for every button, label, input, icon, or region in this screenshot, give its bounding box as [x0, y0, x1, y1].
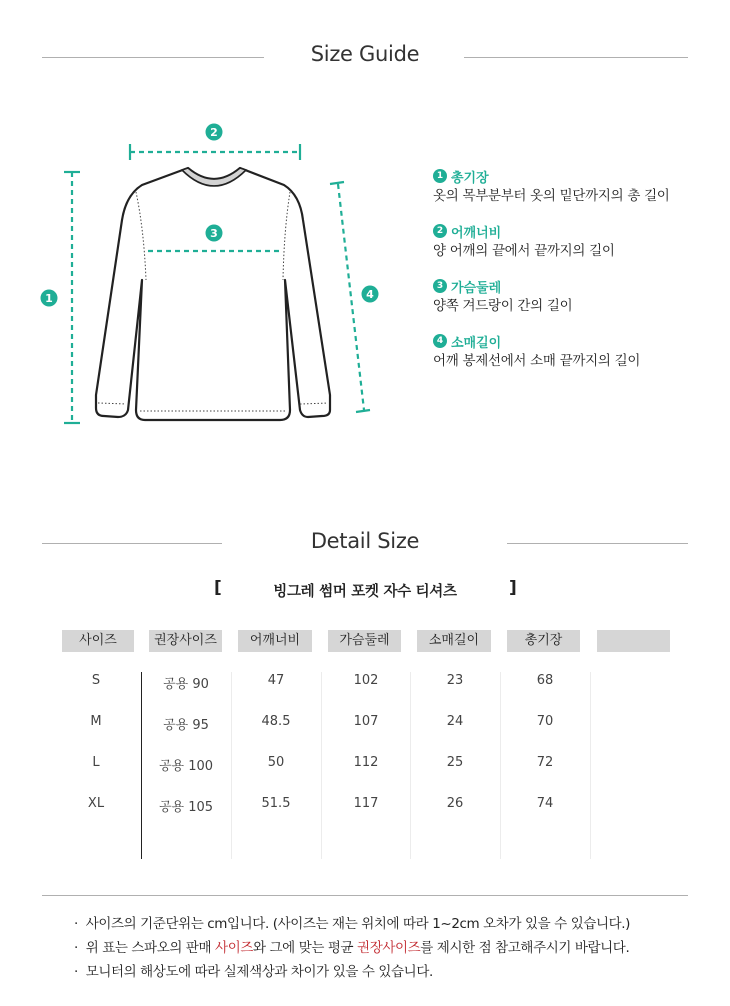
- bullet: ·: [74, 940, 78, 956]
- table-cell: 72: [536, 755, 554, 770]
- detail-size-title: Detail Size: [310, 529, 420, 553]
- tshirt-measure-diagram: [0, 110, 420, 450]
- table-header-empty: [597, 630, 670, 652]
- table-cell: 70: [536, 714, 554, 729]
- size-guide-title: Size Guide: [310, 42, 420, 66]
- shoulder-seam-right: [283, 192, 290, 280]
- table-cell: XL: [87, 796, 105, 811]
- marker-1: 1: [45, 292, 53, 305]
- table-cell: 공용 95: [163, 718, 209, 733]
- note-monitor: [74, 962, 630, 986]
- table-cell: 25: [446, 755, 464, 770]
- legend-desc: 옷의 목부분부터 옷의 밑단까지의 총 길이: [433, 188, 670, 204]
- divider: [507, 543, 688, 544]
- product-title: [0, 578, 730, 602]
- table-header-length: 총기장: [507, 630, 580, 652]
- note-text: 를 제시한 점 참고해주시기 바랍니다.: [420, 940, 630, 956]
- bracket-close: ]: [509, 578, 517, 598]
- legend-num: 4: [433, 334, 447, 348]
- table-cell: 공용 105: [158, 800, 214, 815]
- tshirt-collar: [182, 168, 246, 186]
- legend-title: 소매길이: [451, 335, 502, 351]
- bracket-open: [: [214, 578, 222, 598]
- table-cell: 24: [446, 714, 464, 729]
- table-cell: 74: [536, 796, 554, 811]
- column-divider: [141, 672, 142, 859]
- table-cell: L: [92, 755, 100, 770]
- legend-num: 3: [433, 279, 447, 293]
- table-cell: 공용 90: [163, 677, 209, 692]
- note-text: 사이즈의 기준단위는 cm입니다. (사이즈는 재는 위치에 따라 1~2cm 오차가 있을 수 있습니다.): [85, 916, 631, 932]
- sleeve-measure-line: [338, 184, 364, 410]
- notes: [74, 914, 630, 986]
- measure-legend: [433, 166, 670, 386]
- divider: [42, 895, 688, 896]
- legend-title: 총기장: [451, 170, 489, 186]
- table-cell: M: [90, 714, 102, 729]
- table-cell: S: [91, 673, 101, 688]
- table-cell: 23: [446, 673, 464, 688]
- detail-size-heading: [0, 527, 730, 559]
- table-cell: 50: [267, 755, 285, 770]
- table-header-shoulder: 어깨너비: [238, 630, 312, 652]
- column-divider: [231, 672, 232, 859]
- marker-3: 3: [210, 227, 218, 240]
- column-divider: [321, 672, 322, 859]
- table-header-sleeve: 소매길이: [417, 630, 491, 652]
- column-divider: [410, 672, 411, 859]
- note-text: 위 표는 스파오의 판매: [85, 940, 216, 956]
- legend-item-shoulder: [433, 221, 670, 261]
- note-highlight: 사이즈: [215, 940, 253, 956]
- table-header-recommended: 권장사이즈: [149, 630, 222, 652]
- shoulder-seam-left: [136, 192, 146, 280]
- table-cell: 112: [353, 755, 379, 770]
- sleeve-cuff-right: [300, 403, 328, 404]
- legend-item-length: [433, 166, 670, 206]
- legend-title: 가슴둘레: [451, 280, 502, 296]
- table-cell: 48.5: [261, 714, 291, 729]
- legend-desc: 양 어깨의 끝에서 끝까지의 길이: [433, 243, 615, 259]
- note-highlight: 권장사이즈: [357, 940, 421, 956]
- note-table: [74, 938, 630, 962]
- legend-item-chest: [433, 276, 670, 316]
- legend-num: 2: [433, 224, 447, 238]
- table-cell: 107: [353, 714, 379, 729]
- column-divider: [590, 672, 591, 859]
- note-unit: [74, 914, 630, 938]
- legend-title: 어깨너비: [451, 225, 502, 241]
- divider: [464, 57, 688, 58]
- legend-desc: 어깨 봉제선에서 소매 끝까지의 길이: [433, 353, 641, 369]
- table-cell: 공용 100: [158, 759, 214, 774]
- legend-desc: 양쪽 겨드랑이 간의 길이: [433, 298, 573, 314]
- table-cell: 102: [353, 673, 379, 688]
- legend-item-sleeve: [433, 331, 670, 371]
- product-name: 빙그레 썸머 포켓 자수 티셔츠: [273, 584, 457, 600]
- bullet: ·: [74, 964, 78, 980]
- legend-num: 1: [433, 169, 447, 183]
- bullet: ·: [74, 916, 78, 932]
- tshirt-outline: [96, 168, 330, 420]
- table-cell: 51.5: [261, 796, 291, 811]
- marker-4: 4: [366, 288, 374, 301]
- table-header-size: 사이즈: [62, 630, 134, 652]
- column-divider: [500, 672, 501, 859]
- table-cell: 47: [267, 673, 285, 688]
- marker-2: 2: [210, 126, 218, 139]
- table-cell: 68: [536, 673, 554, 688]
- table-cell: 26: [446, 796, 464, 811]
- note-text: 모니터의 해상도에 따라 실제색상과 차이가 있을 수 있습니다.: [85, 964, 433, 980]
- note-text: 와 그에 맞는 평균: [252, 940, 358, 956]
- table-header-chest: 가슴둘레: [328, 630, 401, 652]
- size-guide-heading: [0, 40, 730, 72]
- table-cell: 117: [353, 796, 379, 811]
- sleeve-cuff-left: [98, 403, 126, 404]
